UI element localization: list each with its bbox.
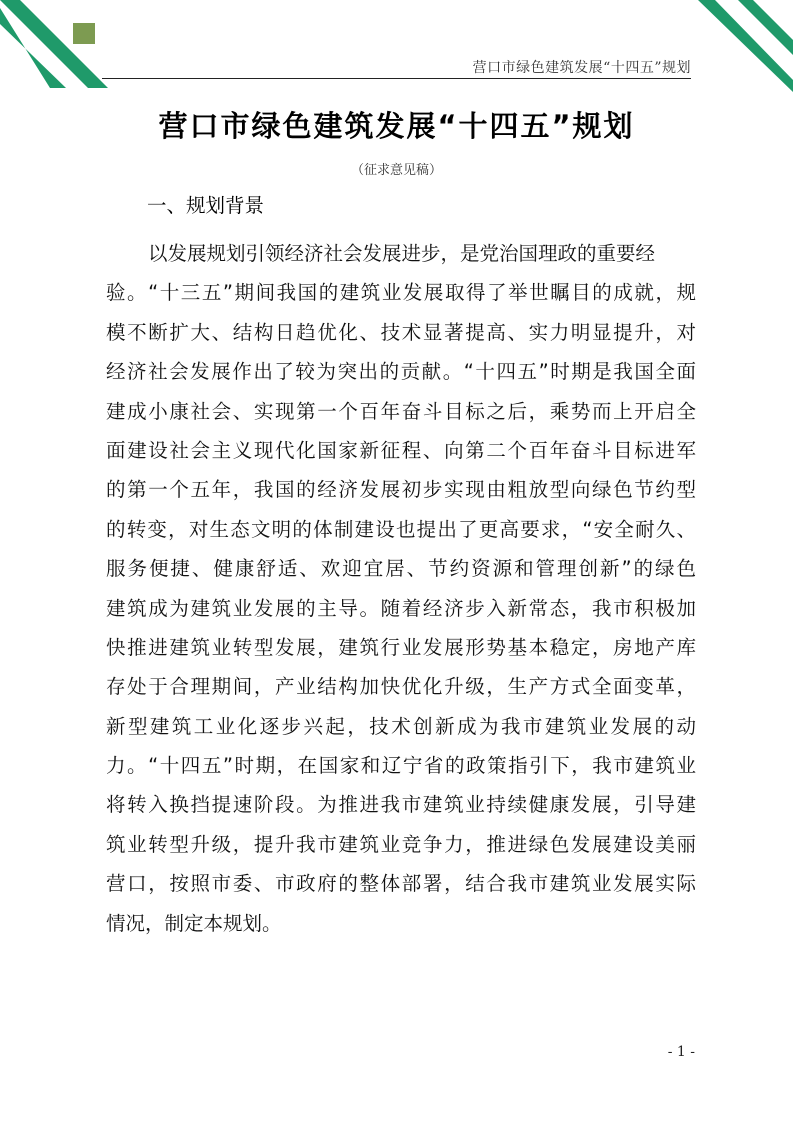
header-rule <box>102 78 691 79</box>
paragraph-line: 筑业转型升级，提升我市建筑业竞争力，推进绿色发展建设美丽 <box>106 832 696 856</box>
document-title: 营口市绿色建筑发展“十四五”规划 <box>158 109 635 143</box>
paragraph-line: 快推进建筑业转型发展，建筑行业发展形势基本稳定，房地产库 <box>106 635 696 659</box>
paragraph-line: 存处于合理期间，产业结构加快优化升级，生产方式全面变革， <box>106 675 696 699</box>
section-heading: 一、规划背景 <box>147 194 265 217</box>
paragraph-line: 将转入换挡提速阶段。为推进我市建筑业持续健康发展，引导建 <box>106 793 696 817</box>
paragraph-line: 营口，按照市委、市政府的整体部署，结合我市建筑业发展实际 <box>106 872 696 896</box>
paragraph-line: 经济社会发展作出了较为突出的贡献。“十四五”时期是我国全面 <box>106 360 696 384</box>
body-paragraph <box>106 234 696 943</box>
paragraph-line: 新型建筑工业化逐步兴起，技术创新成为我市建筑业发展的动 <box>106 714 696 738</box>
corner-decoration-right <box>693 0 793 95</box>
paragraph-line: 建成小康社会、实现第一个百年奋斗目标之后，乘势而上开启全 <box>106 399 696 423</box>
paragraph-line: 验。“十三五”期间我国的建筑业发展取得了举世瞩目的成就，规 <box>106 281 696 305</box>
paragraph-line: 面建设社会主义现代化国家新征程、向第二个百年奋斗目标进军 <box>106 438 696 462</box>
running-header-title: 营口市绿色建筑发展“十四五”规划 <box>472 60 691 76</box>
paragraph-line: 模不断扩大、结构日趋优化、技术显著提高、实力明显提升，对 <box>106 320 696 344</box>
paragraph-line: 服务便捷、健康舒适、欢迎宜居、节约资源和管理创新”的绿色 <box>106 557 696 581</box>
paragraph-line: 的第一个五年，我国的经济发展初步实现由粗放型向绿色节约型 <box>106 478 696 502</box>
paragraph-line: 情况，制定本规划。 <box>106 911 282 935</box>
paragraph-line: 建筑成为建筑业发展的主导。随着经济步入新常态，我市积极加 <box>106 596 696 620</box>
paragraph-line: 力。“十四五”时期，在国家和辽宁省的政策指引下，我市建筑业 <box>106 754 696 778</box>
green-square-ornament <box>73 23 95 44</box>
paragraph-line: 以发展规划引领经济社会发展进步，是党治国理政的重要经 <box>148 242 656 265</box>
corner-decoration-left <box>0 0 140 95</box>
document-subtitle: （征求意见稿） <box>350 163 442 178</box>
paragraph-line: 的转变，对生态文明的体制建设也提出了更高要求，“安全耐久、 <box>106 517 696 541</box>
page-number: - 1 - <box>667 1044 695 1060</box>
